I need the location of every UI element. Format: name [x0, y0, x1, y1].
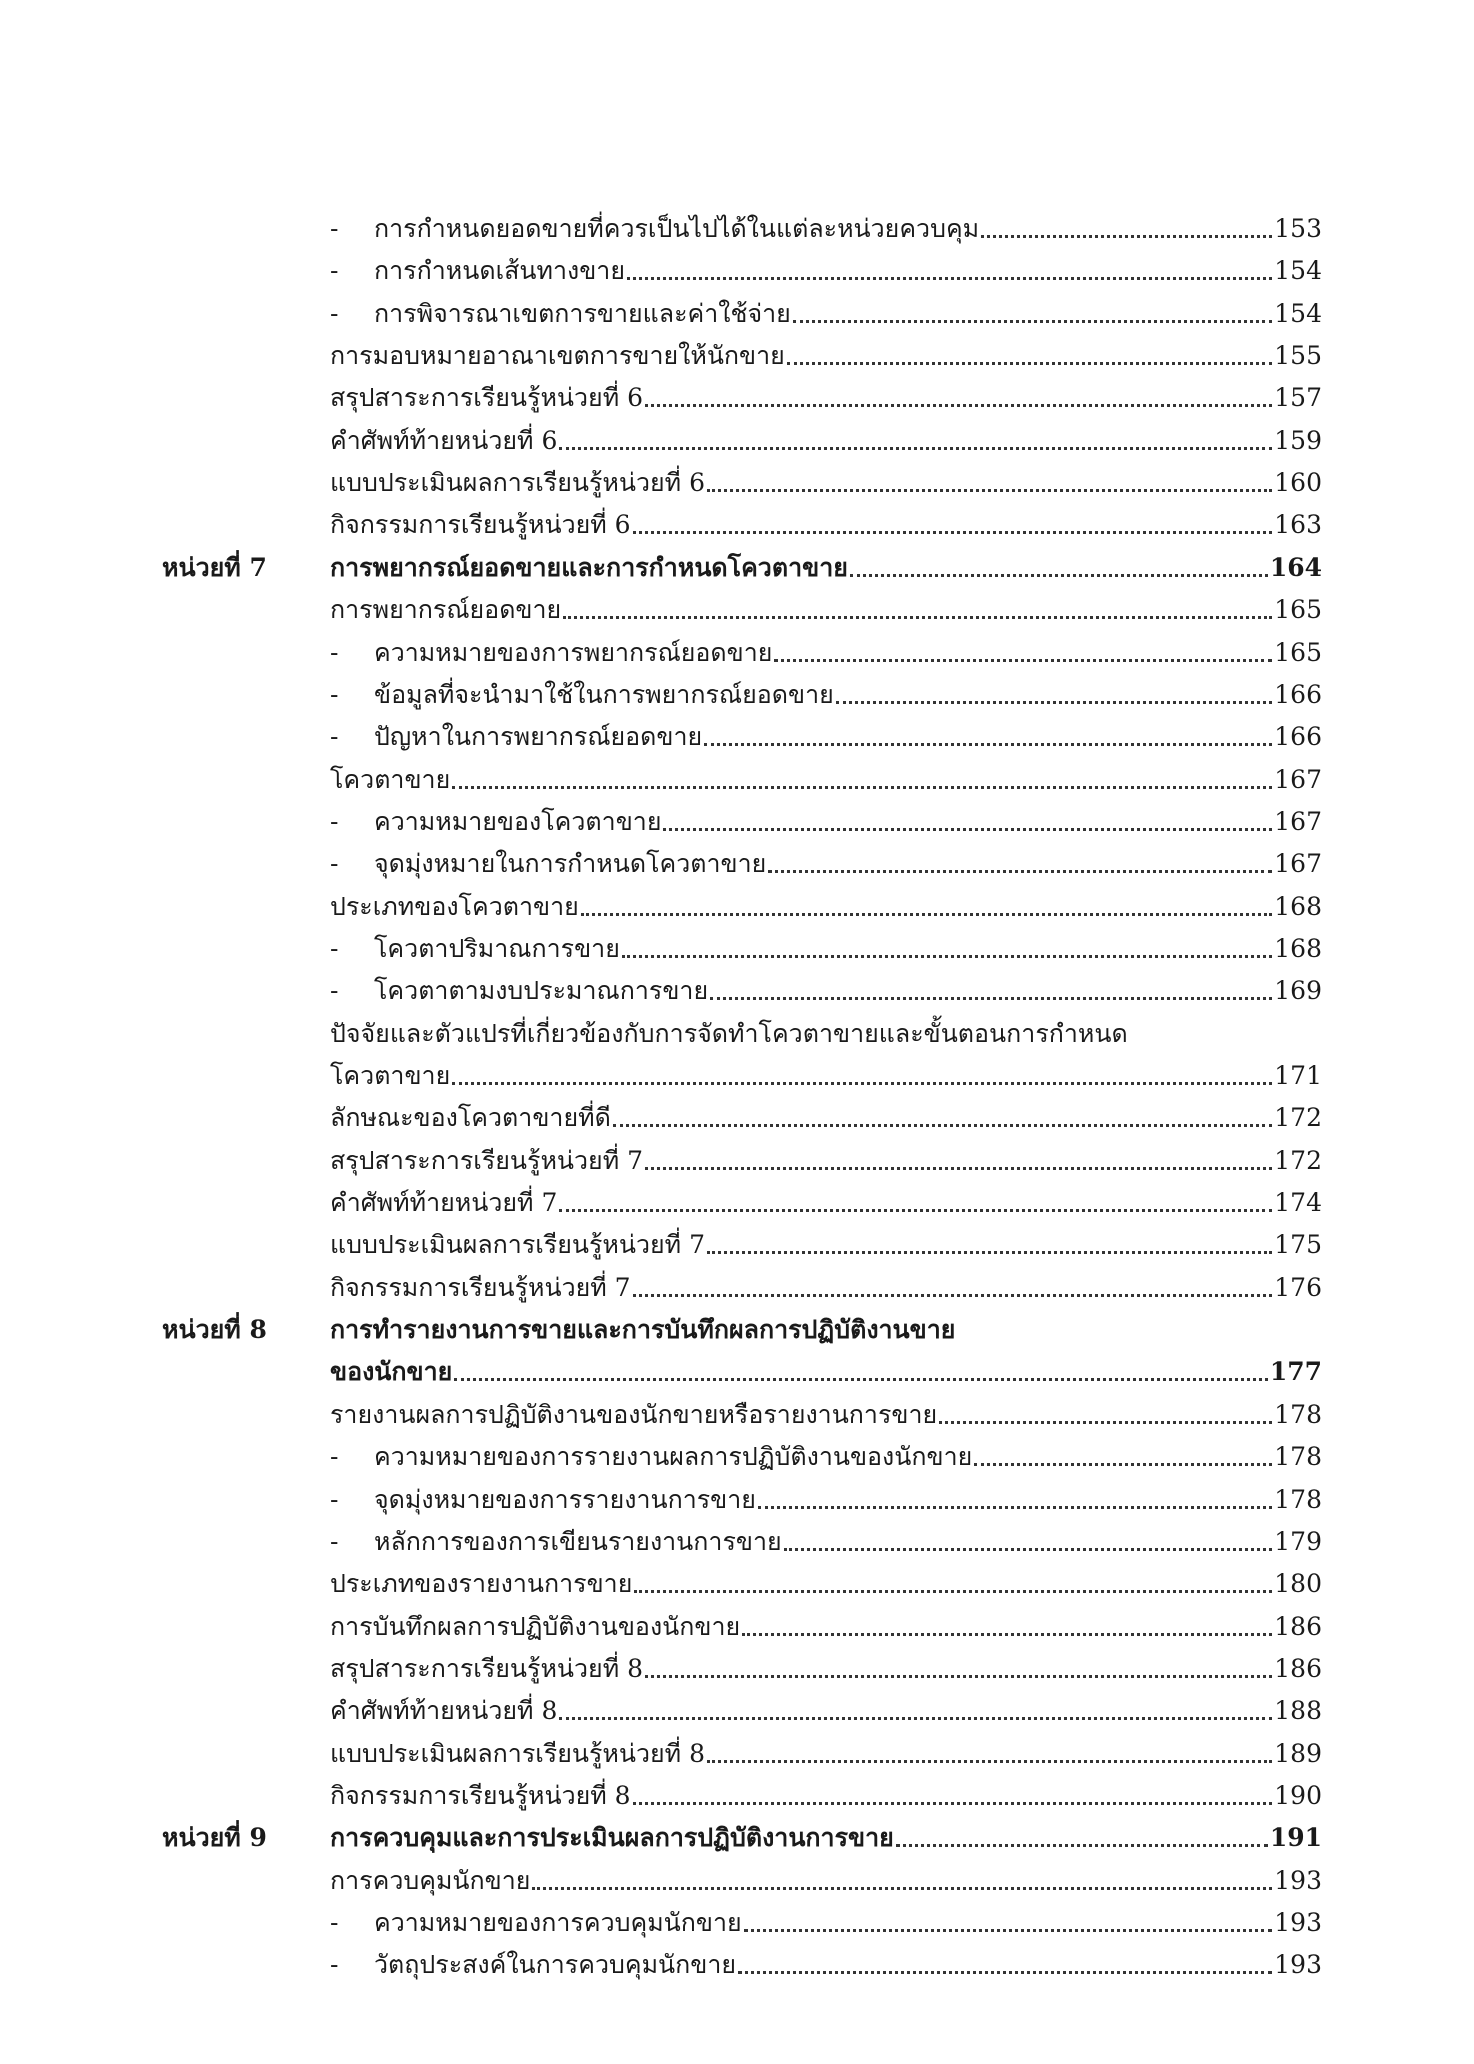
- toc-entry: [374, 299, 1322, 329]
- toc-entry-label: การพยากรณ์ยอดขาย: [330, 595, 562, 625]
- toc-page-number: 155: [1274, 341, 1322, 371]
- toc-row: [0, 710, 1474, 752]
- toc-entry-label: กิจกรรมการเรียนรู้หน่วยที่ 6: [330, 510, 631, 540]
- toc-page-number: 175: [1274, 1230, 1322, 1260]
- toc-entry: [330, 595, 1322, 625]
- bullet-dash: -: [330, 1526, 339, 1556]
- toc-entry-label: สรุปสาระการเรียนรู้หน่วยที่ 8: [330, 1653, 644, 1683]
- toc-entry: [330, 1569, 1322, 1599]
- toc-row: [0, 1769, 1474, 1811]
- toc-row: [0, 1218, 1474, 1260]
- toc-row: [0, 329, 1474, 371]
- toc-page-number: 153: [1274, 214, 1322, 243]
- toc-entry-label: กิจกรรมการเรียนรู้หน่วยที่ 7: [330, 1272, 631, 1302]
- toc-row: [0, 414, 1474, 456]
- toc-page-number: 174: [1274, 1188, 1322, 1218]
- toc-row: [0, 202, 1474, 244]
- toc-entry-label: รายงานผลการปฏิบัติงานของนักขายหรือรายงานการขาย: [330, 1399, 938, 1429]
- toc-page-number: 168: [1274, 933, 1322, 963]
- toc-entry: [374, 1442, 1322, 1472]
- toc-page-number: 166: [1274, 722, 1322, 752]
- unit-number: หน่วยที่ 9: [162, 1823, 267, 1853]
- toc-entry: [374, 1908, 1322, 1938]
- toc-page-number: 154: [1274, 298, 1322, 328]
- dot-leader: [563, 616, 1272, 619]
- toc-row: [0, 1176, 1474, 1218]
- toc-entry-label: การกำหนดเส้นทางขาย: [374, 256, 625, 286]
- toc-entry: [374, 256, 1322, 286]
- dot-leader: [645, 404, 1272, 407]
- toc-entry: [330, 553, 1322, 583]
- toc-row: [0, 626, 1474, 668]
- toc-row: [0, 1091, 1474, 1133]
- toc-entry: [374, 1950, 1322, 1980]
- toc-page-number: 193: [1274, 1908, 1322, 1937]
- dot-leader: [704, 743, 1272, 746]
- dot-leader: [787, 362, 1272, 365]
- toc-page-number: 190: [1274, 1780, 1322, 1810]
- toc-page-number: 157: [1274, 383, 1322, 413]
- toc-page-number: 167: [1274, 849, 1322, 879]
- toc-page-number: 176: [1274, 1272, 1322, 1302]
- toc-page-number: 159: [1274, 425, 1322, 455]
- toc-entry: [330, 1103, 1322, 1133]
- toc-row: [0, 1007, 1474, 1049]
- dot-leader: [634, 1590, 1272, 1593]
- dot-leader: [645, 1167, 1272, 1170]
- bullet-dash: -: [330, 256, 339, 286]
- dot-leader: [774, 659, 1272, 662]
- dot-leader: [663, 828, 1272, 831]
- toc-row: [0, 1642, 1474, 1684]
- dot-leader: [896, 1844, 1268, 1847]
- toc-entry: [374, 638, 1322, 668]
- toc-entry: [330, 1146, 1322, 1176]
- toc-entry-label: การกำหนดยอดขายที่ควรเป็นไปได้ในแต่ละหน่วยควบคุม: [374, 214, 980, 243]
- toc-entry-label: ลักษณะของโควตาขายที่ดี: [330, 1103, 611, 1133]
- toc-entry-label: โควตาปริมาณการขาย: [374, 933, 620, 963]
- toc-row: [0, 456, 1474, 498]
- bullet-dash: -: [330, 298, 339, 328]
- toc-entry-label: คำศัพท์ท้ายหน่วยที่ 8: [330, 1696, 558, 1726]
- toc-page-number: 178: [1274, 1484, 1322, 1514]
- toc-entry-label: ของนักขาย: [330, 1357, 453, 1387]
- toc-row: [0, 880, 1474, 922]
- toc-entry: [330, 1315, 1322, 1345]
- toc-entry-label: ความหมายของการรายงานผลการปฏิบัติงานของนักขาย: [374, 1442, 973, 1472]
- toc-entry-label: การควบคุมนักขาย: [330, 1865, 531, 1895]
- toc-entry: [330, 1866, 1322, 1896]
- toc-row: [0, 922, 1474, 964]
- toc-entry-label: จุดมุ่งหมายของการรายงานการขาย: [374, 1484, 756, 1514]
- toc-entry-label: คำศัพท์ท้ายหน่วยที่ 7: [330, 1188, 558, 1218]
- unit-number: หน่วยที่ 8: [162, 1315, 267, 1345]
- toc-page-number: 172: [1274, 1103, 1322, 1133]
- toc-entry: [330, 426, 1322, 456]
- toc-entry-label: แบบประเมินผลการเรียนรู้หน่วยที่ 7: [330, 1230, 705, 1260]
- toc-entry-label: ประเภทของรายงานการขาย: [330, 1569, 633, 1599]
- toc-row: [0, 1557, 1474, 1599]
- toc-page-number: 193: [1274, 1865, 1322, 1895]
- toc-entry-label: ปัจจัยและตัวแปรที่เกี่ยวข้องกับการจัดทำโควตาขายและขั้นตอนการกำหนด: [330, 1018, 1128, 1048]
- dot-leader: [710, 997, 1272, 1000]
- bullet-dash: -: [330, 214, 339, 243]
- bullet-dash: -: [330, 806, 339, 836]
- toc-entry: [330, 341, 1322, 371]
- toc-entry: [374, 976, 1322, 1006]
- toc-entry: [330, 1739, 1322, 1769]
- dot-leader: [939, 1421, 1272, 1424]
- toc-entry-label: ปัญหาในการพยากรณ์ยอดขาย: [374, 722, 703, 752]
- toc-entry: [374, 722, 1322, 752]
- bullet-dash: -: [330, 722, 339, 752]
- toc-entry-label: ข้อมูลที่จะนำมาใช้ในการพยากรณ์ยอดขาย: [374, 679, 834, 709]
- toc-entry: [330, 1061, 1322, 1091]
- bullet-dash: -: [330, 976, 339, 1006]
- bullet-dash: -: [330, 1442, 339, 1472]
- toc-row: [0, 1388, 1474, 1430]
- toc-page-number: 172: [1274, 1145, 1322, 1175]
- toc-entry-label: แบบประเมินผลการเรียนรู้หน่วยที่ 8: [330, 1738, 705, 1768]
- toc-entry-label: การบันทึกผลการปฏิบัติงานของนักขาย: [330, 1611, 741, 1641]
- toc-row: [0, 1303, 1474, 1345]
- toc-entry: [330, 1188, 1322, 1218]
- toc-row: [0, 287, 1474, 329]
- toc-entry-label: กิจกรรมการเรียนรู้หน่วยที่ 8: [330, 1780, 631, 1810]
- toc-row: [0, 964, 1474, 1006]
- toc-page-number: 171: [1274, 1061, 1322, 1090]
- toc-page-number: 167: [1274, 806, 1322, 836]
- toc-entry-label: สรุปสาระการเรียนรู้หน่วยที่ 7: [330, 1145, 644, 1175]
- toc-entry: [330, 1400, 1322, 1430]
- toc-entry: [374, 849, 1322, 879]
- dot-leader: [974, 1463, 1272, 1466]
- toc-row: [0, 583, 1474, 625]
- dot-leader: [836, 701, 1273, 704]
- toc-row: [0, 1727, 1474, 1769]
- toc-row: [0, 1473, 1474, 1515]
- dot-leader: [532, 1887, 1272, 1890]
- toc-entry-label: แบบประเมินผลการเรียนรู้หน่วยที่ 6: [330, 468, 705, 498]
- toc-row: [0, 1811, 1474, 1853]
- dot-leader: [633, 1294, 1273, 1297]
- toc-entry: [330, 1019, 1322, 1049]
- toc-row: [0, 753, 1474, 795]
- bullet-dash: -: [330, 1484, 339, 1514]
- toc-row: [0, 1600, 1474, 1642]
- dot-leader: [633, 1802, 1273, 1805]
- toc-entry: [330, 1654, 1322, 1684]
- dot-leader: [622, 955, 1272, 958]
- dot-leader: [454, 1378, 1267, 1381]
- toc-entry: [330, 1357, 1322, 1387]
- toc-entry-label: วัตถุประสงค์ในการควบคุมนักขาย: [374, 1950, 737, 1980]
- toc-entry: [374, 807, 1322, 837]
- dot-leader: [758, 1506, 1272, 1509]
- toc-entry: [374, 1485, 1322, 1515]
- bullet-dash: -: [330, 1908, 339, 1937]
- toc-page-number: 188: [1274, 1696, 1322, 1726]
- dot-leader: [744, 1929, 1273, 1932]
- toc-entry: [374, 934, 1322, 964]
- dot-leader: [707, 489, 1272, 492]
- toc-page-number: 163: [1274, 510, 1322, 540]
- toc-page-number: 160: [1274, 468, 1322, 498]
- toc-row: [0, 1515, 1474, 1557]
- dot-leader: [559, 1717, 1272, 1720]
- toc-entry: [330, 1612, 1322, 1642]
- toc-entry: [330, 1823, 1322, 1853]
- toc-entry-label: ประเภทของโควตาขาย: [330, 891, 579, 921]
- toc-page-number: 186: [1274, 1653, 1322, 1683]
- toc-entry: [374, 680, 1322, 710]
- toc-entry: [330, 1230, 1322, 1260]
- bullet-dash: -: [330, 849, 339, 879]
- dot-leader: [707, 1760, 1272, 1763]
- toc-row: [0, 1134, 1474, 1176]
- toc-page-number: 168: [1274, 891, 1322, 921]
- toc-entry: [330, 510, 1322, 540]
- toc-row: [0, 837, 1474, 879]
- unit-number: หน่วยที่ 7: [162, 552, 267, 582]
- toc-entry-label: หลักการของการเขียนรายงานการขาย: [374, 1526, 782, 1556]
- toc-row: [0, 1684, 1474, 1726]
- toc-page-number: 166: [1274, 679, 1322, 709]
- toc-entry-label: โควตาขาย: [330, 1061, 451, 1090]
- toc-entry: [330, 1696, 1322, 1726]
- toc-row: [0, 795, 1474, 837]
- toc-entry-label: การพยากรณ์ยอดขายและการกำหนดโควตาขาย: [330, 552, 848, 582]
- toc-row: [0, 541, 1474, 583]
- toc-entry-label: สรุปสาระการเรียนรู้หน่วยที่ 6: [330, 383, 644, 413]
- toc-page-number: 191: [1269, 1823, 1322, 1853]
- toc-entry-label: คำศัพท์ท้ายหน่วยที่ 6: [330, 425, 558, 455]
- toc-row: [0, 1938, 1474, 1980]
- toc-entry-label: การควบคุมและการประเมินผลการปฏิบัติงานการขาย: [330, 1823, 894, 1853]
- toc-entry-label: การพิจารณาเขตการขายและค่าใช้จ่าย: [374, 298, 791, 328]
- dot-leader: [627, 277, 1272, 280]
- dot-leader: [452, 786, 1272, 789]
- toc-page-number: 189: [1274, 1738, 1322, 1768]
- dot-leader: [559, 1209, 1272, 1212]
- toc-entry-label: ความหมายของการควบคุมนักขาย: [374, 1908, 742, 1937]
- dot-leader: [850, 574, 1268, 577]
- toc-page-number: 167: [1274, 764, 1322, 794]
- toc-row: [0, 371, 1474, 413]
- toc-row: [0, 244, 1474, 286]
- toc-row: [0, 1345, 1474, 1387]
- dot-leader: [452, 1082, 1272, 1085]
- toc-row: [0, 1261, 1474, 1303]
- toc-entry: [330, 468, 1322, 498]
- toc-page-number: 169: [1274, 976, 1322, 1006]
- toc-page-number: 193: [1274, 1950, 1322, 1980]
- toc-page-number: 154: [1274, 256, 1322, 286]
- dot-leader: [793, 320, 1272, 323]
- toc-entry-label: การทำรายงานการขายและการบันทึกผลการปฏิบัติงานขาย: [330, 1315, 956, 1345]
- toc-page-number: 165: [1274, 637, 1322, 667]
- dot-leader: [559, 447, 1272, 450]
- dot-leader: [768, 870, 1272, 873]
- toc-entry: [330, 1781, 1322, 1811]
- toc-row: [0, 1049, 1474, 1091]
- toc-page-number: 165: [1274, 595, 1322, 625]
- toc-entry-label: จุดมุ่งหมายในการกำหนดโควตาขาย: [374, 849, 767, 879]
- dot-leader: [633, 531, 1273, 534]
- toc-entry: [330, 383, 1322, 413]
- bullet-dash: -: [330, 637, 339, 667]
- toc-page-number: 186: [1274, 1611, 1322, 1641]
- toc-entry-label: การมอบหมายอาณาเขตการขายให้นักขาย: [330, 341, 785, 371]
- toc-row: [0, 498, 1474, 540]
- dot-leader: [707, 1251, 1272, 1254]
- dot-leader: [645, 1675, 1272, 1678]
- bullet-dash: -: [330, 933, 339, 963]
- dot-leader: [581, 913, 1273, 916]
- dot-leader: [742, 1633, 1272, 1636]
- toc-page-number: 180: [1274, 1569, 1322, 1599]
- dot-leader: [784, 1548, 1273, 1551]
- toc-page-number: 164: [1269, 552, 1322, 582]
- toc-entry-label: โควตาขาย: [330, 764, 451, 794]
- toc-row: [0, 1430, 1474, 1472]
- bullet-dash: -: [330, 679, 339, 709]
- toc-entry: [374, 1527, 1322, 1557]
- toc-page-number: 177: [1269, 1357, 1322, 1387]
- bullet-dash: -: [330, 1950, 339, 1980]
- dot-leader: [981, 235, 1272, 238]
- toc-row: [0, 668, 1474, 710]
- toc-entry: [330, 1273, 1322, 1303]
- dot-leader: [738, 1971, 1272, 1974]
- toc-entry: [374, 214, 1322, 244]
- toc-entry-label: ความหมายของการพยากรณ์ยอดขาย: [374, 637, 773, 667]
- toc-row: [0, 1854, 1474, 1896]
- toc-entry: [330, 892, 1322, 922]
- toc-page-number: 178: [1274, 1442, 1322, 1472]
- toc-row: [0, 1896, 1474, 1938]
- toc-page-number: 178: [1274, 1399, 1322, 1429]
- dot-leader: [613, 1124, 1272, 1127]
- toc-page-number: 179: [1274, 1526, 1322, 1556]
- toc-entry-label: โควตาตามงบประมาณการขาย: [374, 976, 709, 1006]
- toc-entry: [330, 765, 1322, 795]
- toc-entry-label: ความหมายของโควตาขาย: [374, 806, 662, 836]
